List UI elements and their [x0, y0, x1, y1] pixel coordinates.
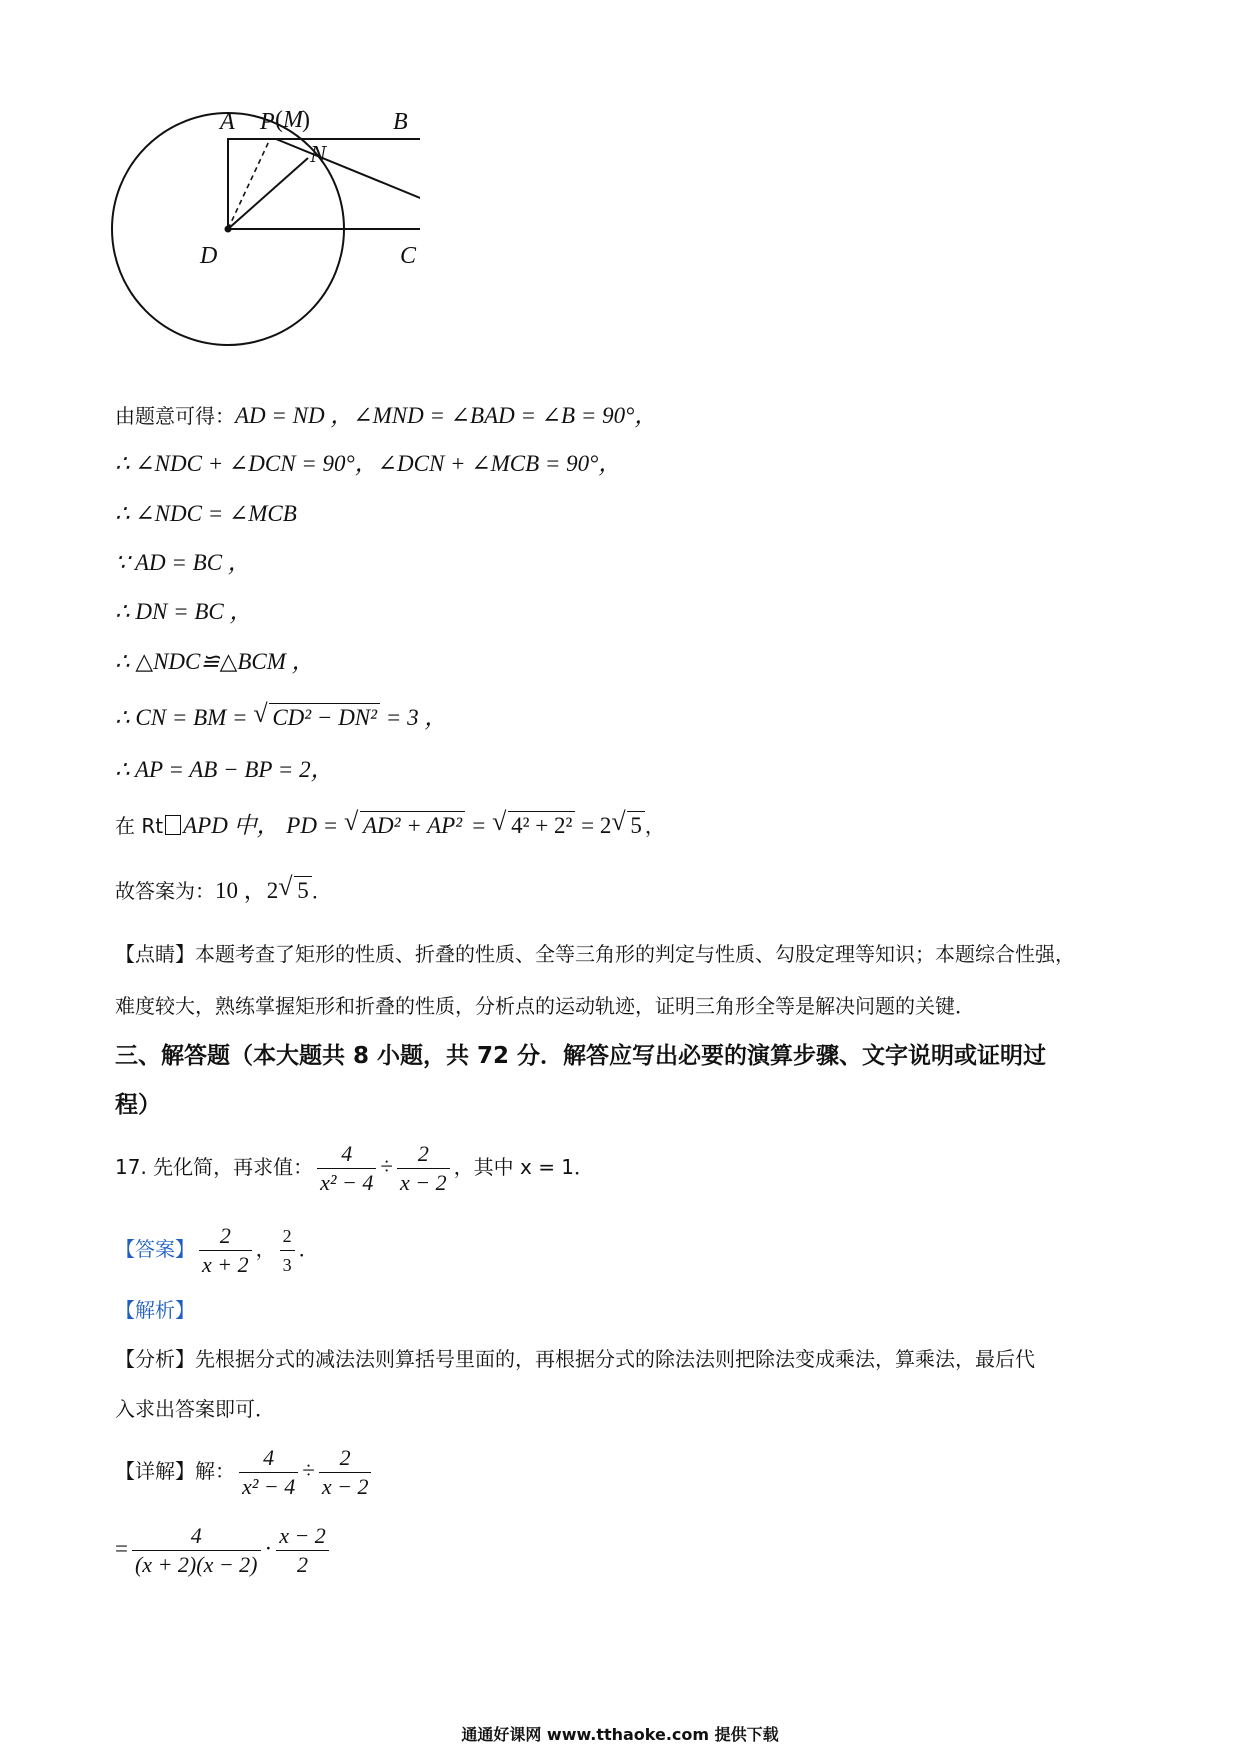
analysis-fenxi-line-2: 入求出答案即可．	[115, 1397, 275, 1421]
sqrt-2	[492, 811, 575, 840]
fraction-numerator: 4	[190, 1523, 202, 1548]
note-line-2: 难度较大，熟练掌握矩形和折叠的性质，分析点的运动轨迹，证明三角形全等是解决问题的关键．	[115, 994, 975, 1018]
multiply-dot: ·	[264, 1536, 273, 1561]
eq-2: =	[465, 813, 493, 838]
answer-value: 10 ，2	[215, 878, 279, 903]
math-right: = 3 ，	[380, 705, 448, 730]
section-header-line-1: 三、解答题（本大题共 8 小题，共 72 分．解答应写出必要的演算步骤、文字说明或证明过	[115, 1043, 1047, 1069]
proof-line-1	[115, 402, 657, 430]
question-17-suffix: ，其中 x = 1．	[453, 1155, 595, 1179]
label-d: D	[200, 243, 218, 269]
label-a: A	[220, 109, 235, 135]
equals-sign: =	[115, 1536, 128, 1561]
label-c: C	[400, 243, 417, 269]
sqrt-1	[344, 811, 465, 840]
analysis-label: 【解析】	[115, 1298, 195, 1322]
label-m: M	[283, 107, 303, 133]
fraction-numerator: 4	[341, 1141, 353, 1166]
fraction-numerator: 2	[219, 1223, 231, 1248]
proof-line-4: ∵ AD = BC ，	[115, 550, 251, 575]
fraction-numerator: 4	[263, 1445, 275, 1470]
proof-line-8: ∴ AP = AB − BP = 2，	[115, 757, 334, 782]
detail-prefix: 【详解】解：	[115, 1459, 235, 1483]
math-expression: AD = ND ，∠MND = ∠BAD = ∠B = 90°，	[235, 403, 658, 428]
answer-radicand: 5	[294, 876, 312, 905]
pd-eq: PD =	[286, 813, 344, 838]
text-in-rt: 在 Rt	[115, 814, 164, 838]
fraction-numerator: 2	[417, 1141, 429, 1166]
question-17-prefix: 17. 先化简，再求值：	[115, 1155, 314, 1179]
answer-fraction-2	[280, 1222, 295, 1279]
section-header-line-2: 程）	[115, 1092, 161, 1118]
fraction-denominator: (x + 2)(x − 2)	[132, 1550, 261, 1579]
answer-sqrt	[278, 876, 312, 905]
proof-line-5: ∴ DN = BC ，	[115, 599, 253, 624]
analysis-fenxi-line-1: 【分析】先根据分式的减法法则算括号里面的，再根据分式的除法法则把除法变成乘法，算乘法，最后代	[115, 1347, 1035, 1371]
period: ．	[311, 879, 332, 903]
analysis-step-line	[115, 1522, 333, 1579]
q17-fraction-2	[397, 1140, 450, 1197]
detail-fraction-1	[239, 1444, 298, 1501]
label-p: P	[260, 109, 275, 135]
segment-dp-dashed	[228, 139, 270, 229]
geometry-figure	[100, 95, 420, 380]
sqrt-3	[611, 811, 645, 840]
q17-fraction-1	[317, 1140, 376, 1197]
answer-separator: ，	[255, 1237, 276, 1261]
radicand-2: 4² + 2²	[508, 811, 575, 840]
label-paren-close: )	[302, 107, 310, 133]
math-left: ∴ CN = BM =	[115, 705, 254, 730]
proof-line-6: ∴ △NDC≌△BCM ，	[115, 649, 315, 674]
fraction-denominator: x² − 4	[239, 1472, 298, 1501]
answer-prefix: 故答案为：	[115, 879, 215, 903]
label-paren-open: (	[275, 107, 283, 133]
text-from-question: 由题意可得：	[115, 404, 235, 428]
fraction-denominator: x² − 4	[317, 1168, 376, 1197]
label-b: B	[393, 109, 408, 135]
answer-fraction-1	[199, 1222, 252, 1279]
division-sign: ÷	[380, 1154, 394, 1179]
label-n: N	[310, 142, 327, 168]
proof-line-10	[115, 876, 332, 905]
analysis-detail-line	[115, 1444, 375, 1501]
proof-line-2: ∴ ∠NDC + ∠DCN = 90°，∠DCN + ∠MCB = 90°，	[115, 451, 622, 476]
proof-line-7	[115, 703, 447, 732]
detail-fraction-2	[319, 1444, 372, 1501]
radicand-1: AD² + AP²	[360, 811, 465, 840]
answer-line	[115, 1222, 319, 1279]
segment-pc	[276, 139, 420, 229]
fraction-numerator: 2	[282, 1226, 292, 1246]
sqrt-expression	[253, 703, 380, 732]
division-sign: ÷	[302, 1458, 315, 1483]
eq-3: = 2	[575, 813, 612, 838]
note-line-1: 【点睛】本题考查了矩形的性质、折叠的性质、全等三角形的判定与性质、勾股定理等知识；本题综合性强，	[115, 942, 1075, 966]
point-d	[225, 226, 232, 233]
proof-line-9	[115, 811, 665, 840]
segment-dn	[228, 158, 308, 229]
fraction-numerator: 2	[339, 1445, 351, 1470]
answer-label: 【答案】	[115, 1237, 195, 1261]
step-fraction-2	[276, 1522, 329, 1579]
question-17	[115, 1140, 594, 1197]
fraction-denominator: 3	[280, 1250, 295, 1279]
answer-end: ．	[298, 1237, 319, 1261]
comma: ，	[644, 814, 665, 838]
fraction-denominator: x + 2	[199, 1250, 252, 1279]
radicand-3: 5	[627, 811, 645, 840]
step-fraction-1	[132, 1522, 261, 1579]
triangle-name: APD 中，	[183, 813, 280, 838]
fraction-denominator: 2	[276, 1550, 329, 1579]
radicand: CD² − DN²	[269, 703, 380, 732]
fraction-denominator: x − 2	[319, 1472, 372, 1501]
missing-glyph-box	[165, 815, 181, 835]
fraction-denominator: x − 2	[397, 1168, 450, 1197]
page-footer: 通通好课网 www.tthaoke.com 提供下载	[461, 1725, 779, 1744]
proof-line-3: ∴ ∠NDC = ∠MCB	[115, 501, 297, 526]
fraction-numerator: x − 2	[279, 1523, 326, 1548]
